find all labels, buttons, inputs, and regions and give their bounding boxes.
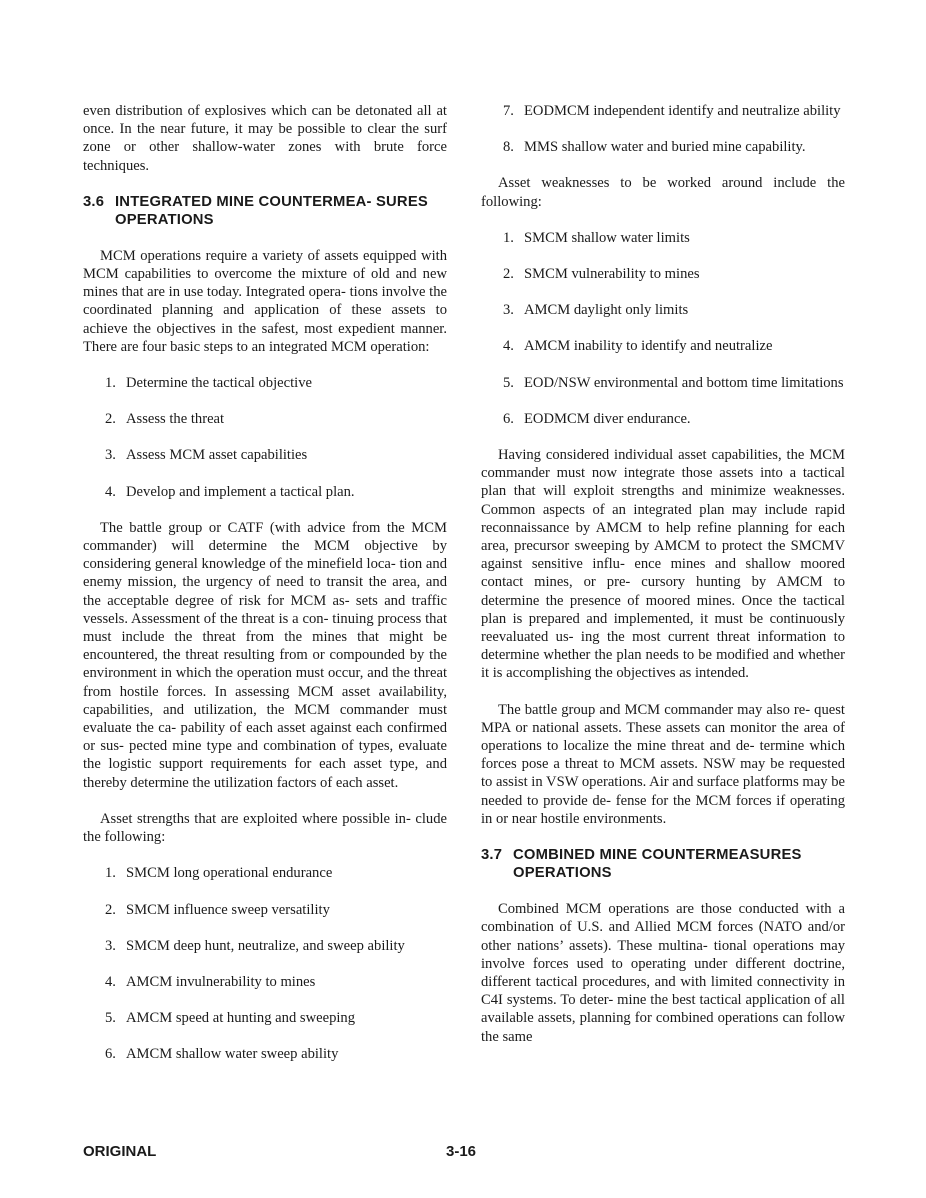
list-number: 4. [105, 973, 116, 990]
body-paragraph: Combined MCM operations are those conducted with a combination of U.S. and Allied MCM forces (NATO and/or other nations’ assets). These multina- tional operations may involve forces used to operating under different doctrine, different tactical procedures, and with limited connectivity in C4I systems. To deter- mine the best tactical application of all available assets, planning for combined operations can follow the same [481, 901, 845, 1045]
list-text: SMCM long operational endurance [126, 865, 333, 882]
footer-label: ORIGINAL [83, 1143, 157, 1160]
list-item [481, 337, 845, 355]
list-number: 3. [105, 447, 116, 464]
list-item [481, 102, 845, 120]
list-item [83, 446, 447, 464]
steps-list [83, 374, 447, 501]
body-paragraph: The battle group and MCM commander may also re- quest MPA or national assets. These assets can monitor the area of operations to localize the mine threat and de- termine which forces pose a threat to MCM assets. NSW may be requested to assist in VSW operations. Air and surface platforms may be needed to provide de- fense for the MCM forces if operating in or near hostile environments. [481, 701, 845, 827]
list-text: SMCM deep hunt, neutralize, and sweep ability [126, 937, 405, 954]
list-text: Develop and implement a tactical plan. [126, 483, 355, 500]
list-number: 2. [105, 411, 116, 428]
list-item [481, 138, 845, 156]
list-number: 6. [105, 1046, 116, 1063]
list-text: EOD/NSW environmental and bottom time limitations [524, 374, 844, 391]
section-number: 3.6 [83, 193, 105, 210]
list-text: Assess the threat [126, 411, 225, 428]
list-number: 3. [105, 937, 116, 954]
left-column [83, 102, 447, 1082]
list-text: AMCM invulnerability to mines [126, 973, 316, 990]
list-text: Assess MCM asset capabilities [126, 447, 308, 464]
list-number: 2. [503, 266, 514, 283]
list-number: 3. [503, 302, 514, 319]
list-item [83, 410, 447, 428]
list-item [481, 229, 845, 247]
list-text: AMCM daylight only limits [524, 302, 689, 319]
list-number: 1. [503, 229, 514, 246]
list-number: 1. [105, 865, 116, 882]
list-item [83, 483, 447, 501]
list-number: 5. [503, 374, 514, 391]
list-text: AMCM shallow water sweep ability [126, 1046, 339, 1063]
section-title: COMBINED MINE COUNTERMEASURES OPERATIONS [513, 847, 802, 882]
list-text: MMS shallow water and buried mine capability. [524, 139, 806, 156]
list-number: 1. [105, 375, 116, 392]
list-text: EODMCM diver endurance. [524, 410, 691, 427]
intro-paragraph: even distribution of explosives which can be detonated all at once. In the near future, it may be possible to clear the surf zone or other shallow-water zones with brute force techniques. [83, 103, 447, 174]
list-item [83, 901, 447, 919]
list-text: SMCM influence sweep versatility [126, 901, 330, 918]
list-item [83, 973, 447, 991]
body-paragraph: The battle group or CATF (with advice from the MCM commander) will determine the MCM objective by considering general knowledge of the minefield loca- tion and enemy mission, the urgency of need to transit the area, and the acceptable degree of risk for MCM as- sets and traffic vessels. Assessment of the threat is a con- tinuing process that must include the threat from the mines that might be encountered, the threat resulting from or compounded by the environment in which the operation must occur, and the threat from hostile forces. In assessing MCM asset availability, capabilities, and utilization, the MCM commander must evaluate the ca- pability of each asset against each confirmed or sus- pected mine type and combination of types, evaluate the logistic support requirements for each asset type, and thereby determine the utilization factors of each asset. [83, 519, 447, 791]
list-text: SMCM shallow water limits [524, 229, 690, 246]
list-item [481, 374, 845, 392]
list-text: AMCM speed at hunting and sweeping [126, 1010, 356, 1027]
body-paragraph: MCM operations require a variety of assets equipped with MCM capabilities to overcome the mixture of old and new mines that are in use today. Integrated opera- tions involve the coordinated planning and application of these assets to achieve the objectives in the safest, most expedient manner. There are four basic steps to an integrated MCM operation: [83, 247, 447, 355]
list-number: 8. [503, 139, 514, 156]
right-column [481, 102, 845, 1064]
list-item [83, 864, 447, 882]
section-heading-3-7 [481, 846, 845, 882]
list-text: AMCM inability to identify and neutralize [524, 338, 773, 355]
list-text: EODMCM independent identify and neutralize ability [524, 103, 841, 119]
section-title: INTEGRATED MINE COUNTERMEA- SURES OPERATIONS [115, 193, 428, 228]
list-number: 2. [105, 901, 116, 918]
list-number: 4. [105, 483, 116, 500]
list-text: SMCM vulnerability to mines [524, 266, 700, 283]
strengths-list [83, 864, 447, 1063]
body-paragraph: Asset weaknesses to be worked around include the following: [481, 175, 845, 210]
list-item [481, 265, 845, 283]
weaknesses-list [481, 229, 845, 428]
body-paragraph: Having considered individual asset capabilities, the MCM commander must now integrate those assets into a tactical plan that will exploit strengths and minimize weaknesses. Common aspects of an integrated plan may include rapid reconnaissance by AMCM to help refine planning for each area, precursor sweeping by AMCM to protect the SMCMV against sensitive influ- ence mines and shallow moored contact mines, or pre- cursory hunting by AMCM to determine the presence of moored mines. Once the tactical plan is prepared and implemented, it must be continuously reevaluated us- ing the most current threat information to determine whether the plan needs to be modified and whether it is accomplishing the objectives as intended. [481, 447, 845, 682]
list-number: 4. [503, 338, 514, 355]
section-number: 3.7 [481, 847, 503, 864]
section-heading-3-6 [83, 193, 447, 229]
list-item [481, 410, 845, 428]
list-item [83, 1009, 447, 1027]
strengths-list-continued [481, 102, 845, 156]
list-text: Determine the tactical objective [126, 375, 312, 392]
body-paragraph: Asset strengths that are exploited where possible in- clude the following: [83, 810, 447, 846]
list-item [481, 301, 845, 319]
list-item [83, 1045, 447, 1063]
list-item [83, 937, 447, 955]
list-item [83, 374, 447, 392]
list-number: 6. [503, 410, 514, 427]
list-number: 7. [503, 103, 514, 119]
list-number: 5. [105, 1010, 116, 1027]
page-number: 3-16 [446, 1143, 477, 1160]
